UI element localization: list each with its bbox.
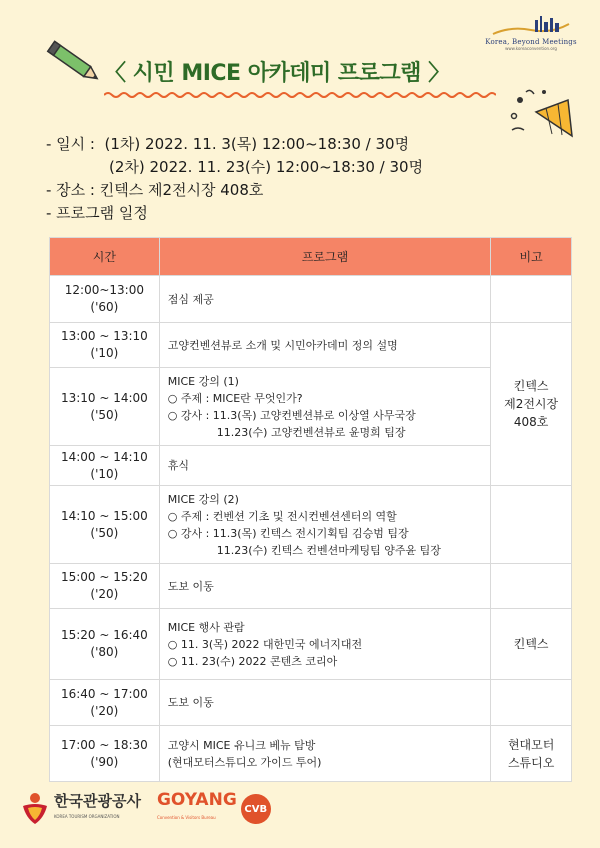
cvb-badge: CVB	[241, 794, 271, 824]
note-line: 제2전시장	[504, 397, 559, 411]
goyang-cvb-logo	[157, 792, 271, 826]
footer-logos	[20, 792, 271, 826]
table-row	[50, 609, 572, 680]
program-line: 도보 이동	[167, 579, 214, 593]
duration: ('50)	[90, 407, 119, 422]
goyang-sub: Convention & Visitors Bureau	[156, 815, 216, 820]
program-cell	[159, 323, 490, 368]
skyline-icon	[491, 12, 571, 38]
duration: ('20)	[90, 703, 119, 718]
date-session-2: (2차) 2022. 11. 23(수) 12:00~18:30 / 30명	[109, 158, 424, 176]
date-row-1	[46, 133, 423, 156]
date-session-1: (1차) 2022. 11. 3(목) 12:00~18:30 / 30명	[104, 135, 410, 153]
table-row	[50, 726, 572, 782]
note-cell-kintex-hall	[491, 323, 572, 486]
time-range: 13:00 ~ 13:10	[60, 329, 148, 343]
time-range: 14:00 ~ 14:10	[60, 449, 148, 464]
time-cell	[50, 323, 160, 368]
header-program: 프로그램	[159, 238, 490, 276]
kto-name-en: KOREA TOURISM ORGANIZATION	[54, 814, 120, 819]
header-note: 비고	[491, 238, 572, 276]
logo-url-text: www.koreaconvention.org	[505, 46, 557, 51]
table-row	[50, 486, 572, 564]
program-line: 점심 제공	[167, 292, 214, 306]
kto-emblem-icon	[20, 792, 50, 826]
time-cell	[50, 609, 160, 680]
duration: ('80)	[90, 645, 119, 659]
duration: ('10)	[90, 346, 119, 360]
program-cell	[159, 446, 490, 486]
note-cell-kintex: 킨텍스	[491, 609, 572, 680]
time-cell	[50, 726, 160, 782]
time-cell	[50, 368, 160, 446]
korea-beyond-meetings-logo	[476, 12, 586, 51]
program-line: ○ 강사 : 11.3(목) 고양컨벤션뷰로 이상열 사무국장	[167, 408, 416, 422]
kto-name-ko: 한국관광공사	[54, 792, 141, 810]
duration: ('10)	[90, 466, 119, 481]
time-range: 16:40 ~ 17:00	[60, 686, 148, 701]
time-cell	[50, 276, 160, 323]
note-line: 스튜디오	[507, 755, 555, 770]
kto-name	[54, 793, 141, 825]
program-line: ○ 11. 23(수) 2022 콘텐츠 코리아	[167, 654, 338, 668]
program-cell	[159, 726, 490, 782]
program-line: ○ 강사 : 11.3(목) 킨텍스 전시기획팀 김승범 팀장	[167, 526, 409, 540]
time-cell	[50, 446, 160, 486]
note-cell	[491, 276, 572, 323]
logo-brand-text: Korea, Beyond Meetings	[485, 38, 577, 46]
note-cell	[491, 486, 572, 564]
note-cell-hyundai	[491, 726, 572, 782]
program-cell	[159, 486, 490, 564]
date-label: - 일시 :	[46, 135, 95, 153]
header-time: 시간	[50, 238, 160, 276]
time-range: 17:00 ~ 18:30	[60, 737, 148, 752]
program-cell	[159, 564, 490, 609]
duration: ('20)	[90, 587, 119, 601]
program-line: 도보 이동	[167, 696, 214, 709]
goyang-text: GOYANG	[156, 790, 237, 810]
time-cell	[50, 680, 160, 726]
program-cell	[159, 609, 490, 680]
program-line: 고양컨벤션뷰로 소개 및 시민아카데미 정의 설명	[167, 338, 398, 352]
page-title: 〈 시민 MICE 아카데미 프로그램 〉	[104, 61, 450, 86]
program-line: ○ 주제 : 컨벤션 기초 및 전시컨벤션센터의 역할	[167, 509, 397, 523]
program-line: 11.23(수) 고양컨벤션뷰로 윤명희 팀장	[216, 425, 406, 439]
time-cell	[50, 486, 160, 564]
program-cell	[159, 680, 490, 726]
time-range: 15:00 ~ 15:20	[60, 570, 148, 584]
duration: ('60)	[90, 300, 119, 314]
program-line: ○ 11. 3(목) 2022 대한민국 에너지대전	[167, 637, 363, 651]
table-row	[50, 276, 572, 323]
duration: ('90)	[90, 754, 119, 769]
time-range: 15:20 ~ 16:40	[60, 628, 148, 642]
note-cell	[491, 680, 572, 726]
kto-logo	[20, 792, 141, 826]
table-row	[50, 680, 572, 726]
goyang-name	[157, 792, 237, 826]
program-line: ○ 주제 : MICE란 무엇인가?	[167, 391, 303, 405]
note-cell	[491, 564, 572, 609]
program-line: 11.23(수) 킨텍스 컨벤션마케팅팀 양주윤 팀장	[216, 543, 441, 557]
table-row	[50, 323, 572, 368]
schedule-heading: - 프로그램 일정	[46, 204, 148, 222]
program-line: (현대모터스튜디오 가이드 투어)	[167, 755, 322, 769]
party-popper-icon	[508, 86, 582, 142]
program-line: 고양시 MICE 유니크 베뉴 탐방	[167, 738, 316, 752]
program-cell	[159, 368, 490, 446]
event-info	[46, 133, 423, 225]
time-range: 12:00~13:00	[64, 283, 144, 297]
squiggle-underline	[104, 91, 496, 99]
place-row: - 장소 : 킨텍스 제2전시장 408호	[46, 181, 264, 199]
note-line: 408호	[513, 415, 549, 429]
time-cell	[50, 564, 160, 609]
note-line: 킨텍스	[513, 379, 549, 393]
note-line: 현대모터	[507, 737, 555, 752]
duration: ('50)	[90, 525, 119, 540]
time-range: 13:10 ~ 14:00	[60, 390, 148, 405]
program-line: MICE 강의 (2)	[167, 492, 239, 506]
schedule-table	[49, 237, 572, 782]
pencil-icon	[44, 38, 106, 88]
program-line: MICE 행사 관람	[167, 620, 245, 634]
program-cell	[159, 276, 490, 323]
date-row-2	[46, 156, 423, 179]
program-line: 휴식	[167, 459, 190, 472]
table-header-row	[50, 238, 572, 276]
program-line: MICE 강의 (1)	[167, 374, 239, 388]
table-row	[50, 564, 572, 609]
title-block	[104, 56, 496, 99]
time-range: 14:10 ~ 15:00	[60, 508, 148, 523]
